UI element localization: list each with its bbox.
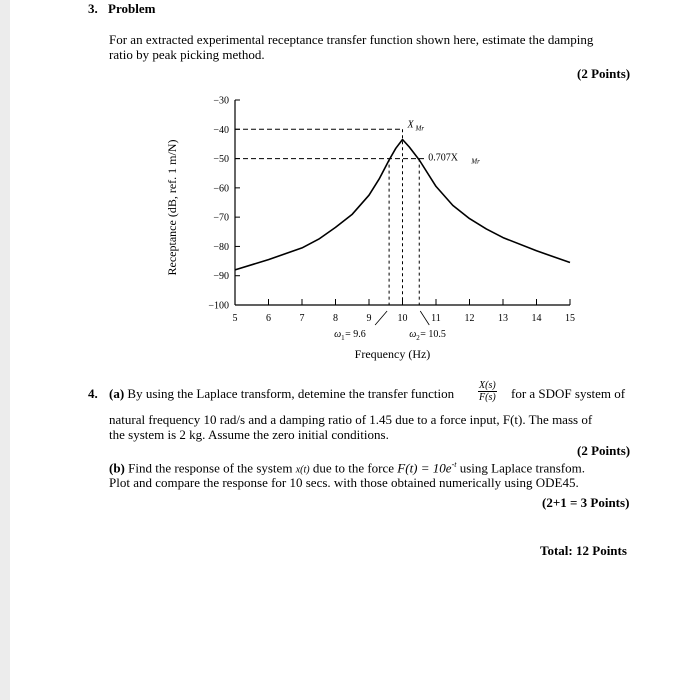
part-b-xt: x(t) — [295, 464, 310, 476]
receptance-chart — [150, 90, 610, 370]
problem3-heading: Problem — [108, 1, 156, 16]
y-tick-label: −100 — [208, 300, 229, 312]
tf-denominator: F(s) — [479, 392, 496, 403]
force-expression: F(t) = 10e — [397, 460, 452, 476]
x-tick-label: 14 — [531, 313, 542, 324]
problem4-line2: natural frequency 10 rad/s and a damping ratio of 1.45 due to a force input, F(t). The mass of — [109, 412, 593, 427]
problem4-line1 — [109, 386, 454, 402]
x-tick-label: 10 — [397, 313, 408, 324]
x-tick-label: 15 — [565, 313, 575, 324]
x-tick-label: 8 — [333, 313, 338, 324]
tf-numerator: X(s) — [479, 380, 496, 391]
w2-subscript: 2 — [416, 334, 420, 342]
y-tick-label: −80 — [213, 241, 229, 253]
part-a-tail: for a SDOF system of — [511, 386, 626, 401]
x-tick-label: 9 — [366, 313, 372, 324]
part-b-text2: due to the force — [312, 460, 395, 476]
problem4-line4 — [109, 460, 585, 476]
y-tick-label: −60 — [213, 183, 229, 195]
w2-symbol: ω — [409, 329, 417, 340]
y-tick-label: −90 — [213, 271, 229, 283]
problem3-number: 3. — [88, 1, 98, 16]
peak-label-sub: Mr — [415, 124, 425, 133]
y-axis-label: Receptance (dB, ref. 1 m/N) — [165, 139, 179, 276]
problem4-line5: Plot and compare the response for 10 secs. with those obtained numerically using ODE45. — [109, 475, 579, 490]
part-b-label: (b) — [109, 460, 125, 476]
x-tick-label: 13 — [498, 313, 508, 324]
half-power-label-sub: Mr — [471, 157, 480, 166]
part-a-label: (a) — [109, 386, 125, 401]
y-tick-label: −30 — [213, 95, 229, 107]
x-tick-label: 12 — [464, 313, 475, 324]
transfer-function-fraction — [478, 380, 497, 403]
w2-value: = 10.5 — [420, 329, 446, 340]
x-tick-label: 7 — [299, 313, 305, 324]
x-tick-label: 11 — [431, 313, 441, 324]
problem3-line1: For an extracted experimental receptance transfer function shown here, estimate the damping — [109, 32, 594, 47]
page-edge — [0, 0, 10, 700]
force-exponent: -t — [451, 460, 457, 469]
y-tick-label: −50 — [213, 154, 229, 166]
x-tick-label: 5 — [232, 313, 238, 324]
x-tick-label: 6 — [266, 313, 271, 324]
y-tick-label: −70 — [213, 212, 229, 224]
peak-label: X — [407, 119, 414, 131]
problem3-points: (2 Points) — [577, 66, 631, 81]
part-b-text1: Find the response of the system — [128, 460, 293, 476]
problem4-points-b: (2+1 = 3 Points) — [542, 495, 630, 510]
problem3-line2: ratio by peak picking method. — [109, 47, 265, 62]
w1-subscript: 1 — [341, 334, 345, 342]
y-tick-label: −40 — [213, 124, 229, 136]
x-axis-label: Frequency (Hz) — [354, 347, 431, 361]
total-points: Total: 12 Points — [540, 543, 627, 558]
half-power-label: 0.707X — [428, 152, 458, 164]
w1-value: = 9.6 — [345, 329, 366, 340]
part-b-text3: using Laplace transfom. — [459, 460, 585, 476]
problem4-number: 4. — [88, 386, 98, 401]
problem4-points-a: (2 Points) — [577, 443, 631, 458]
problem4-line3: the system is 2 kg. Assume the zero initial conditions. — [109, 427, 389, 442]
w1-leader-line — [375, 311, 387, 325]
w2-leader-line — [420, 311, 429, 325]
part-a-text: By using the Laplace transform, detemine the transfer function — [127, 386, 455, 401]
w1-symbol: ω — [334, 329, 342, 340]
